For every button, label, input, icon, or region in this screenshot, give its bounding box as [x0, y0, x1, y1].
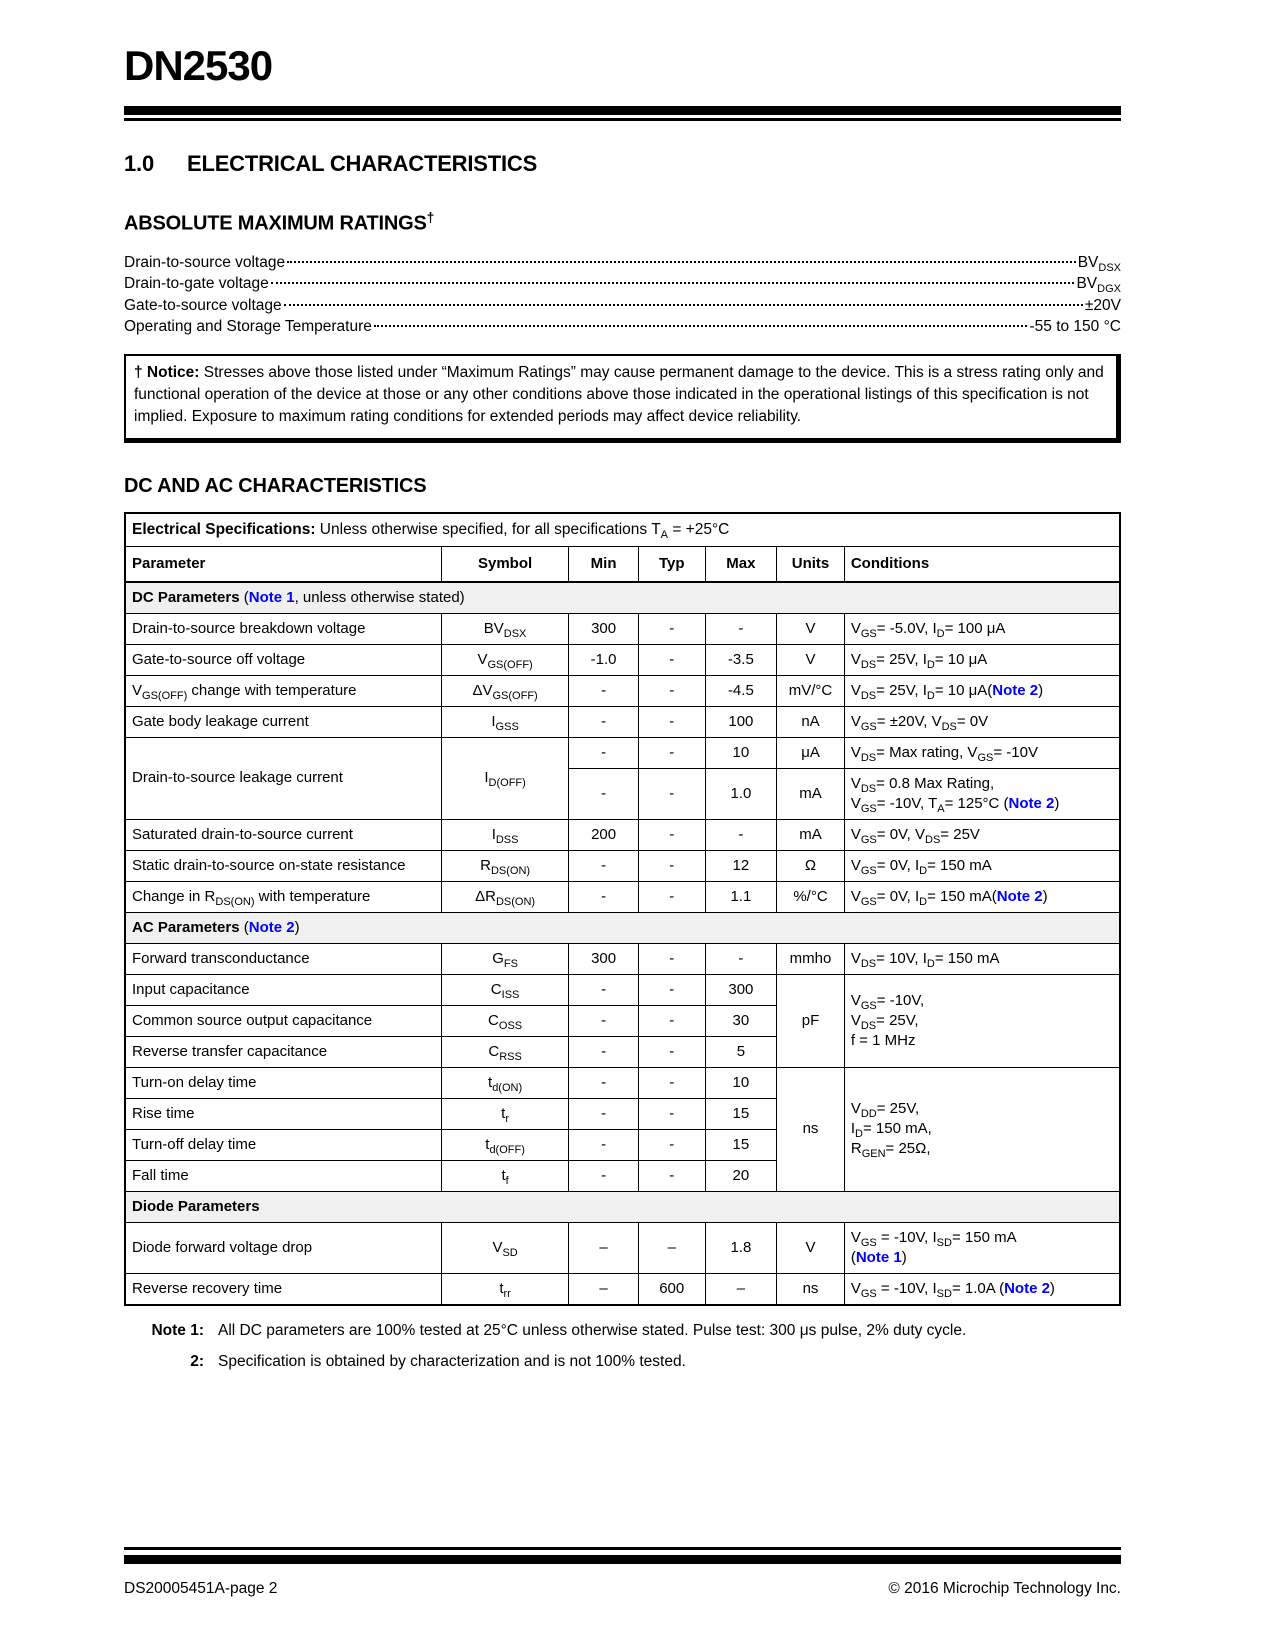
- table-cell: $t_{d(ON)}$: [441, 1067, 568, 1098]
- table-cell: mA: [777, 768, 845, 819]
- table-row: [125, 706, 1120, 737]
- table-cell: $V_{GS}= -5.0V$, $I_D= 100$ μA: [844, 613, 1120, 644]
- table-cell: $V_{DD}= 25V$, $I_D= 150$ mA, $R_{GEN}= 25\Omega$,: [844, 1067, 1120, 1191]
- table-cell: 1.8: [705, 1222, 777, 1273]
- table-cell: $t_{rr}$: [441, 1273, 568, 1305]
- table-cell: Reverse transfer capacitance: [125, 1036, 441, 1067]
- notice-text: Stresses above those listed under “Maximum Ratings” may cause permanent damage to the device. This is a stress rating only and functional operation of the device at those or any other conditions above those indicated in the operational listings of this specification is not implied. Exposure to maximum rating conditions for extended periods may affect device reliability.: [134, 363, 1104, 425]
- note-reference[interactable]: Note 2: [1008, 794, 1055, 812]
- table-cell: $t_f$: [441, 1160, 568, 1191]
- section-row: [125, 582, 1120, 614]
- table-cell: ns: [777, 1273, 845, 1305]
- table-cell: -4.5: [705, 675, 777, 706]
- table-cell: $G_{FS}$: [441, 943, 568, 974]
- footnotes: [124, 1320, 1121, 1382]
- table-cell: V: [777, 613, 845, 644]
- column-header-units: Units: [777, 546, 845, 582]
- column-header-max: Max: [705, 546, 777, 582]
- table-cell: –: [569, 1273, 639, 1305]
- rating-label: Gate-to-source voltage: [124, 296, 282, 314]
- table-cell: Rise time: [125, 1098, 441, 1129]
- table-cell: 300: [569, 943, 639, 974]
- spec-header-cell: Electrical Specifications: Unless otherwise specified, for all specifications $T_A = +25^\circ C$: [125, 513, 1120, 547]
- note-reference[interactable]: Note 2: [992, 681, 1039, 699]
- page-footer: [124, 1547, 1121, 1598]
- table-cell: $V_{GS} = -10V$, $I_{SD}= 150$ mA (Note 1): [844, 1222, 1120, 1273]
- table-cell: -: [569, 706, 639, 737]
- table-cell: $\Delta R_{DS(ON)}$: [441, 881, 568, 912]
- footnote: [124, 1351, 1121, 1372]
- dot-leader: [374, 325, 1028, 327]
- dot-leader: [284, 304, 1083, 306]
- dc-ac-heading: DC AND AC CHARACTERISTICS: [124, 474, 427, 497]
- table-cell: Reverse recovery time: [125, 1273, 441, 1305]
- table-cell: Drain-to-source breakdown voltage: [125, 613, 441, 644]
- footnote-text: Specification is obtained by characterization and is not 100% tested.: [218, 1352, 686, 1370]
- footnote-label: Note 1:: [151, 1321, 204, 1339]
- table-row: [125, 819, 1120, 850]
- table-row: [125, 1273, 1120, 1305]
- abs-max-heading: ABSOLUTE MAXIMUM RATINGS†: [124, 209, 435, 235]
- note-reference[interactable]: Note 2: [1004, 1279, 1050, 1297]
- table-cell: -: [569, 1067, 639, 1098]
- table-cell: $V_{DS}= 0.8$ Max Rating, $V_{GS}= -10V$, $T_A= 125^\circ C$ (Note 2): [844, 768, 1120, 819]
- table-cell: 20: [705, 1160, 777, 1191]
- notice-label: † Notice:: [134, 363, 200, 381]
- footer-rule-thick: [124, 1555, 1121, 1564]
- table-cell: –: [569, 1222, 639, 1273]
- table-cell: -: [569, 768, 639, 819]
- page-title: DN2530: [124, 42, 273, 89]
- table-cell: -: [638, 706, 705, 737]
- rating-value: $BV_{DSX}$: [1077, 253, 1121, 274]
- table-cell: -3.5: [705, 644, 777, 675]
- table-cell: -: [638, 1160, 705, 1191]
- table-cell: -: [569, 881, 639, 912]
- table-cell: 1.1: [705, 881, 777, 912]
- table-cell: $V_{GS(OFF)}$: [441, 644, 568, 675]
- table-cell: Drain-to-source leakage current: [125, 737, 441, 819]
- dot-leader: [287, 261, 1076, 263]
- table-row: [125, 974, 1120, 1005]
- table-cell: $V_{DS}= 10V$, $I_D= 150$ mA: [844, 943, 1120, 974]
- table-cell: $V_{GS}= -10V$, $V_{DS}= 25V$, f = 1 MHz: [844, 974, 1120, 1067]
- table-cell: -: [569, 1098, 639, 1129]
- table-cell: -: [638, 1005, 705, 1036]
- table-cell: $I_{GSS}$: [441, 706, 568, 737]
- table-cell: Common source output capacitance: [125, 1005, 441, 1036]
- table-cell: Gate body leakage current: [125, 706, 441, 737]
- table-cell: $V_{DS}= 25V$, $I_D= 10$ μA(Note 2): [844, 675, 1120, 706]
- column-header-symbol: Symbol: [441, 546, 568, 582]
- table-cell: $V_{GS}= 0V$, $V_{DS}= 25V$: [844, 819, 1120, 850]
- table-cell: 30: [705, 1005, 777, 1036]
- table-cell: –: [705, 1273, 777, 1305]
- table-cell: -: [569, 1036, 639, 1067]
- section-cell: AC Parameters (Note 2): [125, 912, 1120, 943]
- table-cell: $\Delta V_{GS(OFF)}$: [441, 675, 568, 706]
- table-cell: -: [569, 737, 639, 768]
- table-cell: Static drain-to-source on-state resistance: [125, 850, 441, 881]
- table-cell: $V_{DS}= 25V$, $I_D= 10$ μA: [844, 644, 1120, 675]
- section-heading: [124, 151, 1121, 177]
- rating-label: Drain-to-gate voltage: [124, 275, 269, 293]
- note-reference[interactable]: Note 2: [248, 918, 295, 936]
- table-row: [125, 613, 1120, 644]
- table-cell: nA: [777, 706, 845, 737]
- rating-label: Drain-to-source voltage: [124, 253, 286, 271]
- table-cell: Turn-on delay time: [125, 1067, 441, 1098]
- table-cell: mV/°C: [777, 675, 845, 706]
- table-cell: -: [638, 768, 705, 819]
- table-cell: Forward transconductance: [125, 943, 441, 974]
- footnote-text: All DC parameters are 100% tested at 25°C unless otherwise stated. Pulse test: 300 μs pulse, 2% duty cycle.: [218, 1321, 967, 1339]
- table-cell: -: [638, 1129, 705, 1160]
- table-cell: $V_{GS}= \pm 20V$, $V_{DS}= 0V$: [844, 706, 1120, 737]
- table-cell: 5: [705, 1036, 777, 1067]
- notice-box: [124, 354, 1121, 443]
- footer-doc-number: DS20005451A-page 2: [124, 1580, 278, 1597]
- table-cell: Turn-off delay time: [125, 1129, 441, 1160]
- table-cell: $C_{OSS}$: [441, 1005, 568, 1036]
- table-cell: 200: [569, 819, 639, 850]
- table-cell: 15: [705, 1129, 777, 1160]
- table-cell: -: [569, 1129, 639, 1160]
- table-cell: $R_{DS(ON)}$: [441, 850, 568, 881]
- note-reference[interactable]: Note 1: [855, 1248, 902, 1266]
- table-cell: V: [777, 1222, 845, 1273]
- table-cell: -: [638, 1036, 705, 1067]
- table-cell: -: [705, 613, 777, 644]
- rating-value: -55 to 150 °C: [1029, 318, 1121, 336]
- table-cell: mA: [777, 819, 845, 850]
- section-cell: Diode Parameters: [125, 1191, 1120, 1222]
- table-cell: %/°C: [777, 881, 845, 912]
- table-cell: -: [638, 974, 705, 1005]
- table-cell: -: [569, 850, 639, 881]
- table-spec-header-row: [125, 513, 1120, 547]
- dot-leader: [271, 282, 1075, 284]
- table-cell: -: [638, 881, 705, 912]
- table-cell: -: [638, 675, 705, 706]
- spec-table-body: [125, 582, 1120, 1305]
- table-row: [125, 881, 1120, 912]
- section-title: ELECTRICAL CHARACTERISTICS: [187, 151, 538, 176]
- table-cell: -: [638, 943, 705, 974]
- footer-rule-thin: [124, 1547, 1121, 1550]
- table-cell: Fall time: [125, 1160, 441, 1191]
- dagger-symbol: †: [426, 209, 435, 225]
- table-row: [125, 737, 1120, 768]
- table-cell: -: [569, 675, 639, 706]
- note-reference[interactable]: Note 2: [996, 887, 1043, 905]
- column-header-typ: Typ: [638, 546, 705, 582]
- rating-line: [124, 316, 1121, 338]
- table-cell: -: [569, 1160, 639, 1191]
- table-cell: mmho: [777, 943, 845, 974]
- table-row: [125, 675, 1120, 706]
- table-cell: 10: [705, 1067, 777, 1098]
- table-cell: $V_{GS} = -10V$, $I_{SD}= 1.0A$ (Note 2): [844, 1273, 1120, 1305]
- table-cell: V: [777, 644, 845, 675]
- rating-value: $BV_{DGX}$: [1076, 275, 1121, 296]
- rating-line: [124, 252, 1121, 274]
- table-cell: $t_{d(OFF)}$: [441, 1129, 568, 1160]
- header-rule-thick: [124, 106, 1121, 115]
- section-cell: DC Parameters (Note 1, unless otherwise stated): [125, 582, 1120, 614]
- footer-copyright: © 2016 Microchip Technology Inc.: [888, 1580, 1121, 1597]
- footnote-label: 2:: [190, 1352, 204, 1370]
- table-cell: $V_{GS}= 0V$, $I_D= 150$ mA: [844, 850, 1120, 881]
- table-cell: 1.0: [705, 768, 777, 819]
- section-row: [125, 912, 1120, 943]
- table-cell: 600: [638, 1273, 705, 1305]
- table-row: [125, 644, 1120, 675]
- table-row: [125, 1222, 1120, 1273]
- table-cell: -: [638, 613, 705, 644]
- rating-value: ±20V: [1084, 296, 1121, 314]
- header-rule-thin: [124, 118, 1121, 121]
- table-cell: -: [638, 850, 705, 881]
- table-cell: 300: [569, 613, 639, 644]
- table-cell: 10: [705, 737, 777, 768]
- table-cell: $V_{GS}= 0V$, $I_D= 150$ mA(Note 2): [844, 881, 1120, 912]
- note-reference[interactable]: Note 1: [248, 588, 295, 606]
- table-cell: -1.0: [569, 644, 639, 675]
- table-row: [125, 1067, 1120, 1098]
- table-cell: Change in $R_{DS(ON)}$ with temperature: [125, 881, 441, 912]
- table-cell: -: [569, 974, 639, 1005]
- table-cell: $I_{D(OFF)}$: [441, 737, 568, 819]
- table-row: [125, 943, 1120, 974]
- rating-label: Operating and Storage Temperature: [124, 318, 372, 336]
- column-header-parameter: Parameter: [125, 546, 441, 582]
- table-cell: $C_{ISS}$: [441, 974, 568, 1005]
- table-cell: -: [638, 1067, 705, 1098]
- footnote: [124, 1320, 1121, 1341]
- table-cell: Saturated drain-to-source current: [125, 819, 441, 850]
- table-cell: Input capacitance: [125, 974, 441, 1005]
- table-cell: pF: [777, 974, 845, 1067]
- table-cell: $t_r$: [441, 1098, 568, 1129]
- rating-line: [124, 273, 1121, 295]
- table-cell: -: [638, 737, 705, 768]
- table-cell: Ω: [777, 850, 845, 881]
- table-cell: 100: [705, 706, 777, 737]
- table-cell: ns: [777, 1067, 845, 1191]
- table-cell: -: [638, 819, 705, 850]
- spec-table: [124, 512, 1121, 1306]
- table-cell: 300: [705, 974, 777, 1005]
- table-cell: μA: [777, 737, 845, 768]
- table-cell: $I_{DSS}$: [441, 819, 568, 850]
- table-cell: -: [705, 819, 777, 850]
- table-cell: $C_{RSS}$: [441, 1036, 568, 1067]
- column-header-min: Min: [569, 546, 639, 582]
- column-header-conditions: Conditions: [844, 546, 1120, 582]
- table-cell: 12: [705, 850, 777, 881]
- table-cell: -: [705, 943, 777, 974]
- table-cell: $V_{DS}=$ Max rating, $V_{GS}= -10V$: [844, 737, 1120, 768]
- table-cell: $V_{GS(OFF)}$ change with temperature: [125, 675, 441, 706]
- section-row: [125, 1191, 1120, 1222]
- table-cell: Gate-to-source off voltage: [125, 644, 441, 675]
- table-column-header-row: [125, 546, 1120, 582]
- table-cell: -: [638, 1098, 705, 1129]
- table-cell: $BV_{DSX}$: [441, 613, 568, 644]
- table-row: [125, 850, 1120, 881]
- rating-line: [124, 295, 1121, 317]
- table-cell: -: [569, 1005, 639, 1036]
- section-number: 1.0: [124, 151, 154, 176]
- table-cell: Diode forward voltage drop: [125, 1222, 441, 1273]
- table-cell: 15: [705, 1098, 777, 1129]
- table-cell: $V_{SD}$: [441, 1222, 568, 1273]
- abs-max-ratings-list: [124, 252, 1121, 338]
- table-cell: -: [638, 644, 705, 675]
- table-cell: –: [638, 1222, 705, 1273]
